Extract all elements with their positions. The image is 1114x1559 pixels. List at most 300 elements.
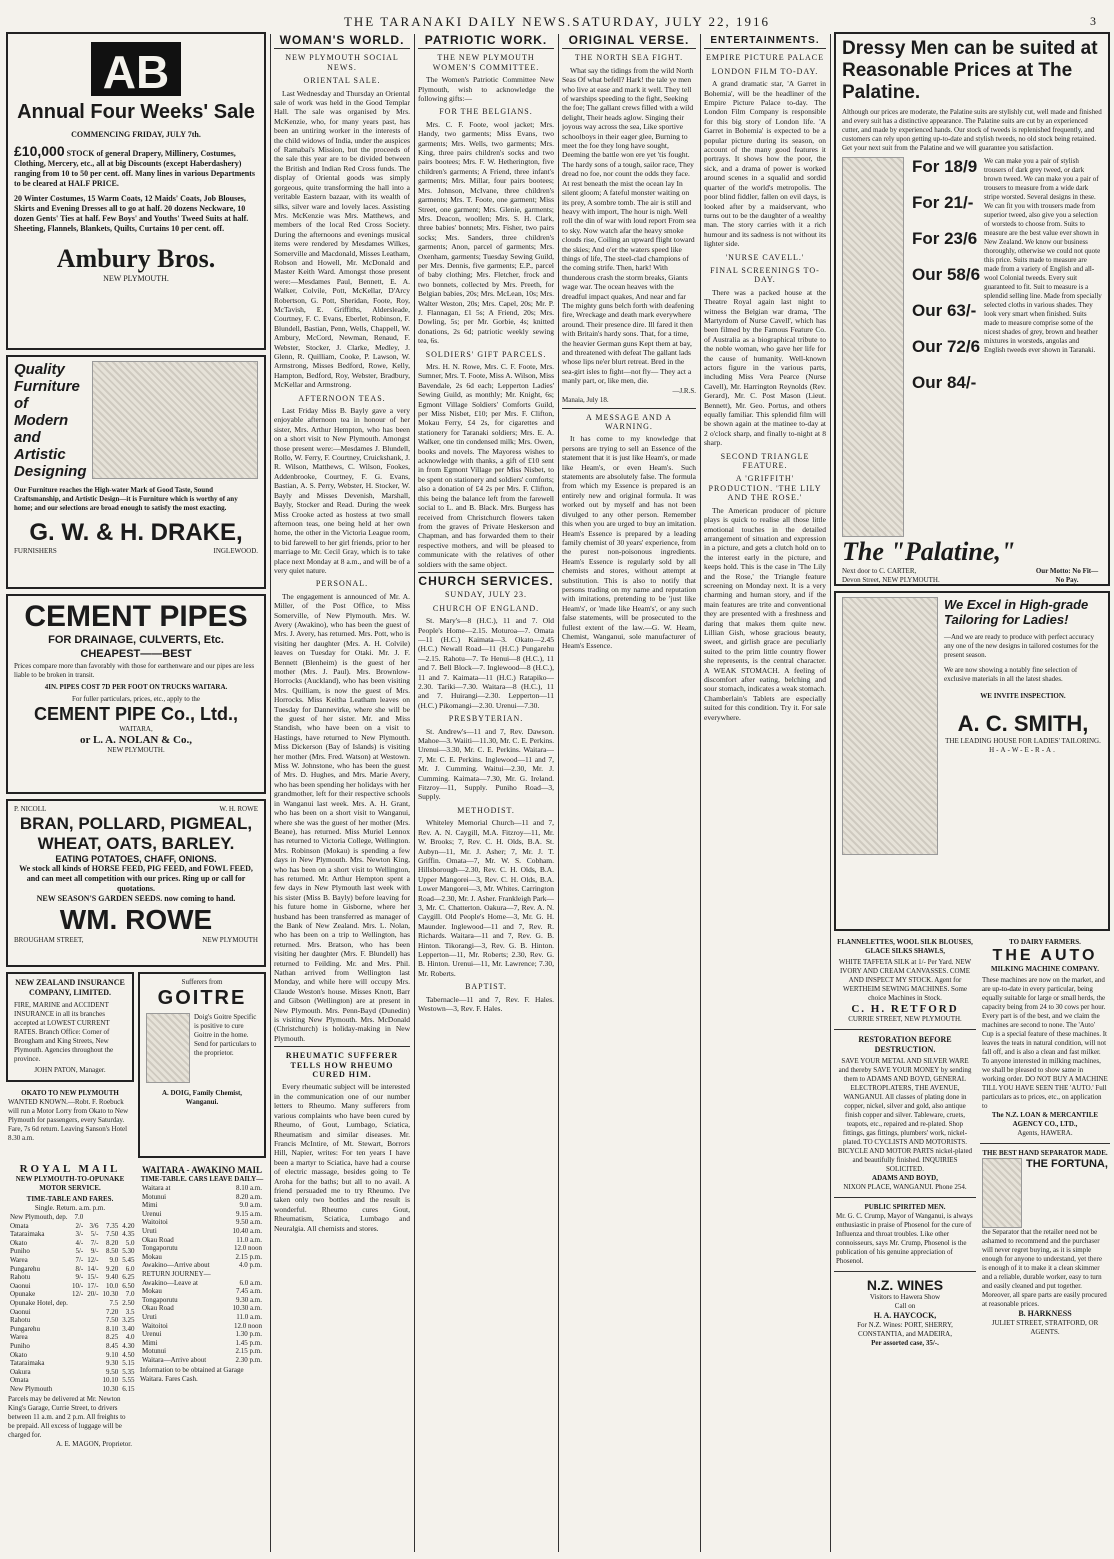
waitara-mail-footer: Information to be obtained at Garage Waitara. Fares Cash. xyxy=(140,1366,244,1384)
timetable-cell xyxy=(85,1342,100,1351)
timetable-row xyxy=(140,1279,264,1288)
goitre-top: Sufferers from xyxy=(181,978,223,986)
column-rule xyxy=(700,34,701,1552)
timetable-cell: 8.25 xyxy=(106,1333,119,1342)
dairy-advert xyxy=(980,936,1110,1140)
timetable-cell: 9.50 xyxy=(106,1367,119,1376)
dairy-agent: The N.Z. LOAN & MERCANTILE AGENCY CO., LTD., xyxy=(991,1111,1099,1128)
timetable-cell: 7.50 xyxy=(106,1230,119,1239)
timetable-cell: Oaonui xyxy=(10,1281,31,1290)
timetable-row xyxy=(8,1213,137,1222)
smith-body2: We are now showing a notably fine selection of exclusive materials in all the latest shades. xyxy=(944,666,1078,683)
timetable-cell xyxy=(70,1316,85,1325)
timetable-cell: Mimi xyxy=(142,1201,158,1210)
presbyterian-heading: PRESBYTERIAN. xyxy=(448,714,524,724)
timetable-cell: 4/- xyxy=(75,1238,84,1247)
timetable-cell: Puniho xyxy=(10,1341,30,1350)
masthead-title: THE TARANAKI DAILY NEWS.SATURDAY, JULY 22, 1916 xyxy=(343,14,771,29)
timetable-row xyxy=(8,1325,137,1334)
timetable-cell: 8.20 a.m. xyxy=(235,1192,262,1201)
spirited-body: Mr. G. C. Crump, Mayor of Wanganui, is always enthusiastic in praise of Phosenol for the cure of Influenza and throat troubles. Like other connoisseurs, says Mr. Crump, Phosenol is the publication of his genuine appreciation of Phosenol. xyxy=(836,1212,973,1265)
timetable-cell: Rahotu xyxy=(10,1273,31,1282)
timetable-cell xyxy=(70,1325,85,1334)
methodist-text: Whiteley Memorial Church—11 and 7, Rev. A. N. Caygill, M.A. Fitzroy—11, Mr. W. Brooks; 7, Rev. C. H. Olds, B.A. St. Aubyn—11, Mr. J. Asher; 7, Mr. J. T. Griffin. Omata—7, Mr. W. S. Cobham. Hillsborough—2.30, Rev. C. H. Olds, B.A. Upper Mangorei—3, Rev. C. H. Olds, B.A. Lower Mangorei—3, Mr. Whites. Carrington Road—2.30, Mr. J. Asher. Frankleigh Park—3, Mr. C. Chatterton. Oakura—7, Rev. A. N. Caygill. Old People's Home—3, Mr. G. H. Maunder. Inglewood—11 and 7, Rev. R. Richards. Waitara—11 and 7, Rev. G. B. Hinton. Tikorangi—3, Rev. G. B. Hinton. Lepperton—11, Mr. Roberts; 2.30, Rev. G. B. Hinton. Urenui—11, Mr. Lawrence; 7.30, Mr. Roberts. xyxy=(418,818,554,978)
rowe-advert xyxy=(6,799,266,967)
wines-advert xyxy=(834,1275,976,1350)
timetable-cell: 5.15 xyxy=(122,1359,135,1368)
timetable-cell: 8/- xyxy=(75,1264,84,1273)
wines-body: For N.Z. Wines: PORT, SHERRY, CONSTANTIA, and MADEIRA, xyxy=(857,1321,953,1338)
waitara-mail-title: WAITARA - AWAKINO MAIL xyxy=(141,1165,263,1175)
timetable-cell: Mokau xyxy=(142,1252,162,1261)
gift-parcels-heading: SOLDIERS' GIFT PARCELS. xyxy=(425,349,547,359)
masthead xyxy=(0,0,1114,30)
goitre-body: Doig's Goitre Specific is positive to cure Goitre in the home. Send for particulars to the proprietor. xyxy=(194,1013,257,1057)
timetable-row xyxy=(140,1253,264,1262)
timetable-cell xyxy=(70,1385,85,1394)
timetable-cell xyxy=(85,1351,100,1360)
timetable-row xyxy=(140,1339,264,1348)
timetable-cell: Waitoitoi xyxy=(142,1218,168,1227)
timetable-cell: 12/- xyxy=(71,1290,84,1299)
timetable-cell: 8.50 xyxy=(106,1247,119,1256)
timetable-cell: 4.50 xyxy=(122,1350,135,1359)
rowe-left: P. NICOLL xyxy=(14,805,47,813)
entertainments-title: ENTERTAINMENTS. xyxy=(710,35,820,46)
bottle-illustration xyxy=(146,1013,190,1083)
separator-advert xyxy=(980,1147,1110,1339)
rowe-body: We stock all kinds of HORSE FEED, PIG FEED, and FOWL FEED, and can meet all competition with our prices. Ring up or call for quotations. xyxy=(19,864,253,893)
poem-place: Manaia, July 18. xyxy=(562,395,609,404)
timetable-cell xyxy=(85,1333,100,1342)
timetable-row xyxy=(8,1290,137,1299)
timetable-cell: 12/- xyxy=(87,1255,99,1264)
timetable-cell: Tongaporutu xyxy=(142,1295,178,1304)
cement-headline: CEMENT PIPES xyxy=(24,600,248,633)
timetable-cell: 9.15 a.m. xyxy=(235,1209,262,1218)
timetable-cell xyxy=(70,1333,85,1342)
furniture-illustration xyxy=(92,361,258,479)
personal-heading: PERSONAL. xyxy=(315,579,369,589)
dairy-brand: THE AUTO xyxy=(992,947,1098,964)
royal-mail-table xyxy=(8,1213,137,1393)
cement-town: WAITARA, xyxy=(119,725,153,733)
cement-or: or L. A. NOLAN & Co., xyxy=(80,734,192,746)
palatine-side-text: We can make you a pair of stylish trousers of dark grey tweed, or dark brown tweed. We can make you a pair of trousers to measure from a wide dark stripe worsted. Several designs in these. We can fit you with trousers made from superior tweed, also give you a selection of worsteds to choose from. Suits to measure are the best value ever shown in New Zealand. We know our business thoroughly, otherwise we could not quote this price. Suits made to measure are made from a variety of English and all-wool Colonial tweeds. Every suit guaranteed to fit. Suit to measure is a splendid selling line. Made from specially selected cloths in various shades. They look very smart when finished. Suits made to measure comprise some of the nicest shades of grey, brown and heather mixtures in worsteds, angolas and English tweeds ever shown in Taranaki. xyxy=(984,157,1102,354)
drake-name: G. W. & H. DRAKE, xyxy=(29,519,243,546)
timetable-cell: 12.0 noon xyxy=(234,1321,262,1330)
separator-name: B. HARKNESS xyxy=(1018,1309,1072,1318)
timetable-cell: 5.55 xyxy=(122,1376,135,1385)
rowe-seeds: NEW SEASON'S GARDEN SEEDS. now coming to hand. xyxy=(36,894,236,903)
insurance-advert xyxy=(6,972,134,1082)
timetable-cell: Opunake Hotel, dep. xyxy=(10,1298,68,1307)
timetable-row xyxy=(8,1239,137,1248)
drake-left: FURNISHERS xyxy=(14,547,57,555)
timetable-row xyxy=(140,1347,264,1356)
ambury-name: Ambury Bros. xyxy=(56,244,216,273)
column-womans-world xyxy=(274,32,410,1552)
column-entertainments xyxy=(704,32,826,1552)
timetable-cell xyxy=(70,1359,85,1368)
timetable-row xyxy=(8,1265,137,1274)
royal-mail-timetable xyxy=(6,1161,134,1451)
timetable-cell: Omata xyxy=(10,1376,29,1385)
retford-advert xyxy=(834,936,976,1026)
timetable-cell: Oakura xyxy=(10,1367,31,1376)
insurance-manager: JOHN PATON, Manager. xyxy=(34,1066,106,1074)
timetable-row xyxy=(8,1351,137,1360)
rheumatic-title: RHEUMATIC SUFFERER TELLS HOW RHEUMO CURED HIM. xyxy=(285,1051,399,1080)
timetable-cell: 9.50 a.m. xyxy=(235,1218,262,1227)
column-rule xyxy=(414,34,415,1552)
timetable-cell: Awakino—Leave at xyxy=(142,1278,198,1287)
timetable-cell: 15/- xyxy=(87,1273,99,1282)
church-england-heading: CHURCH OF ENGLAND. xyxy=(432,603,540,613)
timetable-cell xyxy=(225,1270,264,1279)
timetable-cell: 5.45 xyxy=(122,1255,135,1264)
rowe-line3: EATING POTATOES, CHAFF, ONIONS. xyxy=(55,854,217,864)
timetable-cell xyxy=(85,1213,100,1222)
timetable-cell: Okato xyxy=(10,1238,28,1247)
separator-addr: JULIET STREET, STRATFORD, OR AGENTS. xyxy=(991,1319,1099,1336)
royal-mail-tt: TIME-TABLE AND FARES. xyxy=(26,1195,114,1203)
palatine-price: Our 63/- xyxy=(912,301,977,320)
timetable-cell: 9/- xyxy=(75,1273,84,1282)
belgians-text: Mrs. C. F. Foote, wool jacket; Mrs. Handy, two garments; Miss Evans, two garments; Mrs. Wells, two garments; Mrs. King, three pairs children's socks and two pairs bootees; Mrs. F. W. Hetherington, five children's garments; A Friend, three infant's garments; Mrs. Millar, four pairs bootees; Mrs. Johnson, McIvane, three children's garments; Mrs. T. Foote, one garment; Miss Street, one garment; Mrs. Glenie, garments; Mrs. Deacon, woollen; Mrs. S. H. Clark, three babies' bonnets; Mrs. Fisher, two pairs socks; Mrs. Sanders, three children's garments; Anon, parcel of garments; Mrs. Oxenham, garments; Tuesday Sewing Guild, per Mrs. Dennis, five garments; E.P., parcel of baby clothing; Mrs. Fletcher, frock and two bonnets, collected by Mrs. Preeth, for Belgian babies, 20s; Mrs. McLean, 10s; Mrs. Walter Weston, 20s; Mrs. Capel, 20s; Mr. P. J. Flannagan, £1 5s; A Friend, 20s; Mrs. Dowling, 5s; per Mr. Gorbie, 4s; knitted donations, 2s 6d; patriotic weekly sewing tea, 6s. xyxy=(418,119,554,346)
separator-title: THE BEST HAND SEPARATOR MADE. xyxy=(982,1149,1108,1157)
palatine-name: The "Palatine," xyxy=(842,537,1016,566)
waitara-mail-timetable xyxy=(138,1163,266,1386)
timetable-cell: 10.30 xyxy=(102,1290,119,1299)
timetable-row xyxy=(140,1270,264,1279)
timetable-cell: 10.0 xyxy=(106,1281,119,1290)
timetable-cell: 9.40 xyxy=(106,1273,119,1282)
gift-parcels-text: Mrs. H. N. Rowe, Mrs. C. F. Foote, Mrs. Sumner, Mrs. T. Foote, Miss A. Wilson, Miss Bavendale, 2s 6d each; Lepperton Ladies' Sewing Guild, as monthly; Mr. Knight, 6s; Egmont Village Soldiers' Comforts Guild, per Miss Nisbet, £10; per Mrs. F. Clifton, Mokau Ferry, £4 2s, for cigarettes and stationery for Taranaki soldiers; Mrs. E. A. Walker, one tin condensed milk; Mrs. Owen, books and novels. The Mayoress wishes to acknowledge with thanks, a gift of £10 sent in from Egmont Village per Miss Nisbet, to be spent on stationery and soldiers' comforts; also a donation of £4 2s per Mrs. F. Clifton, this being the balance left from the farewell social to L. and B. Black. Mrs. Burgess has received from Christchurch flowers taken from the graves of Private Heskerson and Chapman, and has forwarded them to their respective mothers, and will be pleased to communicate with the relatives of other soldiers with the same object. xyxy=(418,362,554,569)
timetable-row xyxy=(8,1308,137,1317)
drake-advert xyxy=(6,355,266,589)
timetable-row xyxy=(140,1287,264,1296)
timetable-cell: 5.30 xyxy=(122,1247,135,1256)
goitre-sign: A. DOIG, Family Chemist, Wanganui. xyxy=(161,1089,243,1106)
timetable-cell: 3.5 xyxy=(125,1307,135,1316)
timetable-cell: 6.15 xyxy=(122,1384,135,1393)
timetable-cell: 10.30 xyxy=(102,1384,119,1393)
timetable-row xyxy=(140,1236,264,1245)
timetable-cell xyxy=(70,1376,85,1385)
timetable-cell: 7.5 xyxy=(109,1298,119,1307)
timetable-row xyxy=(8,1299,137,1308)
personal-text: The engagement is announced of Mr. A. Miller, of the Post Office, to Miss Somerville, of New Plymouth. Mrs. W. Avery (Awakino), who has been the guest of Mrs. J. Avery, has returned. Mrs. Pott, who is visiting her daughter (Mrs. A. H. Colvile) leaves on Tuesday for Otaki. Mr. J. F. Bennett (Blenheim) is the guest of her mother (Mrs. J. Paul). Mrs. Brownlow-Horrocks (Auckland), who has been visiting Mrs. Quilliam, is now the guest of Mrs. Horrocks. Miss Keitha Leatham leaves on Tuesday for Dannevirke, where she will be the guest of her sister. Mr. and Miss Standish, who have been on a visit to Hastings, have returned to New Plymouth. Miss Dickerson (Bay of Islands) is visiting her mother (Mrs. Fred. Watson) at Westown. Miss W. Johnstone, who has been the guest of Mrs. D. Hughes, and Mrs. Marie Avery, who has been spending her holidays with her grandmother, left for their respective schools in Wanganui last week. Mrs. A. H. Grant, who has been on a short visit to Wanganui, where she was the guest of her mother (Mrs. Beane), has returned. Miss Muriel Lennox has returned to Victoria College, Wellington. Mrs. Robinson (Mokau) is spending a few days in New Plymouth. Mrs. Newton King, who has been on a short visit to Wellington, has returned. Mr. Arthur Hempton spent a few days in New Plymouth last week with his sister (Miss B. Bayly) before leaving for his future home in Gisborne, where her husband has been transferred as manager of the Bank of New Zealand. Mrs. L. Nolan, who has been on a trip to Wellington, has returned. Mrs. Bratson, who has been visiting her daughter (Mrs. F. Blundell) has returned to Feilding. Mr. and Mrs. Phil. Nathan arrived from Wellington last Monday, and while here will occupy Mrs. Claude Weston's house. Misses Knott, Barr and Gibson (Wellington) are at present in New Plymouth. Mrs. Penn-Bayd (Dunedin) is visiting New Plymouth. Mrs. McDonald (Christchurch) is holiday-making in New Plymouth. xyxy=(274,591,410,1043)
timetable-cell xyxy=(70,1351,85,1360)
verse-title: ORIGINAL VERSE. xyxy=(568,33,690,47)
timetable-row xyxy=(140,1296,264,1305)
dairy-title: TO DAIRY FARMERS. xyxy=(1009,938,1081,946)
afternoon-teas-text: Last Friday Miss B. Bayly gave a very enjoyable afternoon tea in honour of her sister, Mrs. Arthur Hempton, who has been on a short visit to New Plymouth. Amongst those present were:—Mesdames J. Blundell, Rollo, W. Ferry, F. Courtney, Cruickshank, J. R. Wilson, Matthews, C. Wilson, Fookes, Addenbrooke, Courtney, F. G. Evans, Bastian, A. S. Perry, Webster, H. Stocker, W. Bayly and Misses Devenish, Marshall, Bayly, Stocker and Read. During the week Miss Crooke acted as hostess at two small afternoon teas, one being held at her own home, the other in the Victoria League room, to bid farewell to her girl friends, prior to her marriage to Mr. Cecil Gray, which is to take place next Monday at 8 a.m., and will be of a very quiet nature. xyxy=(274,406,410,575)
timetable-cell: 2.15 p.m. xyxy=(235,1252,262,1261)
okato-body: WANTED KNOWN.—Robt. F. Roebuck will run a Motor Lorry from Okato to New Plymouth for passengers, every Saturday. Fare, 7s 6d return. Leaving Sanson's Hotel 8.30 a.m. xyxy=(8,1098,129,1142)
timetable-cell xyxy=(70,1308,85,1317)
wines-line2: Call on xyxy=(894,1302,916,1310)
insurance-body: FIRE, MARINE and ACCIDENT INSURANCE in all its branches accepted at LOWEST CURRENT RATES. Branch Office: Corner of Brougham and King Streets, New Plymouth. Agencies throughout the province. xyxy=(14,1001,114,1063)
timetable-cell: 8.45 xyxy=(106,1341,119,1350)
message-heading: A MESSAGE AND A WARNING. xyxy=(586,412,672,432)
timetable-cell: 9.30 a.m. xyxy=(235,1295,262,1304)
timetable-cell: 7.35 xyxy=(106,1221,119,1230)
okato-title: OKATO TO NEW PLYMOUTH xyxy=(21,1089,119,1097)
timetable-cell: 6.50 xyxy=(122,1281,135,1290)
timetable-row xyxy=(140,1322,264,1331)
timetable-row xyxy=(140,1184,264,1193)
timetable-cell: 2.15 p.m. xyxy=(235,1347,262,1356)
timetable-cell: 1.30 p.m. xyxy=(235,1330,262,1339)
timetable-row xyxy=(140,1227,264,1236)
timetable-cell: RETURN JOURNEY— xyxy=(142,1269,211,1278)
rowe-line2: WHEAT, OATS, BARLEY. xyxy=(37,834,235,853)
wines-name: H. A. HAYCOCK, xyxy=(873,1311,937,1320)
timetable-cell xyxy=(85,1308,100,1317)
palatine-next: Next door to C. CARTER, xyxy=(842,567,917,575)
afternoon-teas-heading: AFTERNOON TEAS. xyxy=(298,393,386,403)
palatine-price: Our 72/6 xyxy=(912,337,981,356)
timetable-cell xyxy=(85,1368,100,1377)
smith-advert xyxy=(834,591,1110,931)
timetable-cell xyxy=(101,1213,121,1222)
timetable-cell: Urenui xyxy=(142,1330,162,1339)
timetable-cell: Pungarehu xyxy=(10,1324,40,1333)
timetable-cell: 10.10 xyxy=(102,1376,119,1385)
timetable-cell: Awakino—Arrive about xyxy=(142,1261,210,1270)
timetable-cell: Oaonui xyxy=(10,1307,31,1316)
timetable-cell: 4.30 xyxy=(122,1341,135,1350)
timetable-cell: 3/6 xyxy=(89,1221,99,1230)
timetable-row xyxy=(140,1201,264,1210)
timetable-cell: 5.35 xyxy=(122,1367,135,1376)
belgians-heading: FOR THE BELGIANS. xyxy=(439,107,533,117)
ambury-advert xyxy=(6,32,266,350)
timetable-cell xyxy=(85,1316,100,1325)
ladies-costume-illustration xyxy=(842,597,938,855)
royal-mail-cols: Single. Return. a.m. p.m. xyxy=(34,1204,106,1212)
palatine-price: For 21/- xyxy=(912,193,974,212)
timetable-cell: 9.20 xyxy=(106,1264,119,1273)
timetable-cell: 12.0 noon xyxy=(234,1244,262,1253)
column-left-ads xyxy=(6,32,266,1552)
timetable-cell: Opunake xyxy=(10,1290,36,1299)
timetable-cell: 11.0 a.m. xyxy=(236,1235,262,1244)
page-number: 3 xyxy=(1090,14,1098,28)
timetable-cell: Okau Road xyxy=(142,1235,174,1244)
timetable-cell: Motunui xyxy=(142,1192,167,1201)
timetable-cell: Tataraimaka xyxy=(10,1230,45,1239)
ambury-stock-text: STOCK of general Drapery, Millinery, Costumes, Clothing, Mercery, etc., all at big Discounts (except Haberdashery) ranging from 10 to 50 per cent. off. Many lines in various Departments to be cleared at HALF PRICE. xyxy=(14,149,256,188)
baptist-text: Tabernacle—11 and 7, Rev. F. Hales. Westown—3, Rev. F. Hales. xyxy=(418,994,554,1013)
separator-illustration xyxy=(982,1158,1022,1228)
cement-apply: For fuller particulars, prices, etc., apply to the xyxy=(71,695,201,703)
spirited-notice xyxy=(834,1201,976,1268)
timetable-cell: Mokau xyxy=(142,1287,162,1296)
timetable-cell: Waitoitoi xyxy=(142,1321,168,1330)
timetable-cell: 1.45 p.m. xyxy=(235,1338,262,1347)
okato-notice xyxy=(6,1087,134,1161)
timetable-row xyxy=(8,1230,137,1239)
timetable-cell: 6.0 xyxy=(125,1264,135,1273)
timetable-cell xyxy=(70,1368,85,1377)
nurse-cavell-heading: 'NURSE CAVELL.' xyxy=(725,252,805,262)
smith-headline: We Excel in High-grade Tailoring for Ladies! xyxy=(944,597,1089,627)
timetable-cell xyxy=(85,1385,100,1394)
dairy-town: Agents, HAWERA. xyxy=(1017,1129,1073,1137)
column-rule xyxy=(830,34,831,1552)
royal-mail-sign: A. E. MAGON, Proprietor. xyxy=(55,1440,132,1449)
timetable-cell: Tataraimaka xyxy=(10,1359,45,1368)
timetable-row xyxy=(140,1193,264,1202)
timetable-cell: 11.0 a.m. xyxy=(236,1312,262,1321)
timetable-cell: New Plymouth xyxy=(10,1384,53,1393)
smith-line: THE LEADING HOUSE FOR LADIES' TAILORING. xyxy=(945,737,1101,745)
timetable-cell: Warea xyxy=(10,1333,28,1342)
wines-line1: Visitors to Hawera Show xyxy=(869,1293,941,1301)
timetable-cell xyxy=(85,1359,100,1368)
timetable-cell: 4.0 p.m. xyxy=(239,1261,262,1270)
royal-mail-notes: Parcels may be delivered at Mr. Newton King's Garage, Currie Street, to drivers between 11 a.m. and 2 p.m. All freights to be prepaid. All excess of luggage will be charged for. xyxy=(8,1395,126,1440)
timetable-cell: 2.30 p.m. xyxy=(235,1355,262,1364)
drake-right: INGLEWOOD. xyxy=(213,547,258,555)
royal-mail-subtitle: NEW PLYMOUTH-TO-OPUNAKE MOTOR SERVICE. xyxy=(15,1175,125,1192)
drake-body: Our Furniture reaches the High-water Mark of Good Taste, Sound Craftsmanship, and Artistic Design—it is Furniture which is worthy of any home; and our selections are broad enough to satisfy the most exacting. xyxy=(14,486,238,512)
separator-body: the Separator that the retailer need not be ashamed to recommend and the purchaser will never regret buying, as it is simple enough for anyone to understand, yet there is enough of it to make it a clean skimmer and a reliable, durable worker, easy to turn and easily cleaned and put together. Moreover, all spare parts are easily procured at reasonable prices. xyxy=(982,1228,1107,1308)
timetable-cell: Warea xyxy=(10,1255,28,1264)
timetable-cell: Okato xyxy=(10,1350,28,1359)
timetable-row xyxy=(8,1247,137,1256)
smith-name: A. C. SMITH, xyxy=(957,711,1089,736)
timetable-cell: Tongaporutu xyxy=(142,1244,178,1253)
timetable-cell: 9/- xyxy=(90,1247,99,1256)
timetable-row xyxy=(8,1222,137,1231)
ambury-amount: £10,000 xyxy=(14,143,65,159)
timetable-row xyxy=(8,1376,137,1385)
timetable-cell: 7.0 xyxy=(125,1290,135,1299)
palatine-headline: Dressy Men can be suited at Reasonable Prices at The Palatine. xyxy=(842,38,1098,103)
timetable-cell: Uruti xyxy=(142,1226,157,1235)
timetable-cell xyxy=(70,1342,85,1351)
timetable-cell: 5.0 xyxy=(125,1238,135,1247)
timetable-cell: 2/- xyxy=(75,1221,84,1230)
poem-text: What say the tidings from the wild North Seas Of what befell? Hark! the tale ye men who live at ease and mark it well. They tell of warships speeding to the fight, Seeking the foe; The gallant crews filled with a wild delight, Their heads aglow. Singing their joyous way across the sea, Like sportive schoolboys in their eager glee, Burning to meet the foe they long have sought, Deeming the battle won ere yet 'tis fought. The hardy sons of a tough, sailor race, They dread no foe, nor count the odds they face. At rest beneath the mist the ocean lay In silent gloom; A fateful monster waiting on its prey, A sombre tomb. The air is still and heavy with import, The hour is nigh. Well roll the din of war with loud report From sea to sky. Now watch afar the heavy smoke clouds rise, Coiling an upward flight toward the skies; And o'er the waters speed like things of life, The steel-clad champions of the coming strife. Then, hark! With thunderous crash the storm breaks, Giants wage war. The ocean heaves with the dreadful impact quakes, And near and far The mighty guns belch forth with deafening fire, Wreckage and death mark everywhere around. Their presence dire. Ill fared it then with Britain's hardy sons. That, for a time, the heavier German guns Kept them at bay, and threatened with defeat The gallant lads whose lips ne'er blurt retreat. Bred in the sea-girt isles to fight—not fly— They act a manly part, or, like men, die. xyxy=(562,65,696,386)
timetable-row xyxy=(8,1256,137,1265)
wines-title: N.Z. WINES xyxy=(866,1277,944,1293)
timetable-cell: 3.25 xyxy=(122,1316,135,1325)
timetable-row xyxy=(8,1316,137,1325)
adams-title: RESTORATION BEFORE DESTRUCTION. xyxy=(858,1035,952,1054)
drake-slogan: Quality Furniture of Modern and Artistic Designing xyxy=(14,361,87,480)
waitara-mail-subtitle: TIME-TABLE. CARS LEAVE DAILY— xyxy=(140,1175,264,1183)
patriotic-title: PATRIOTIC WORK. xyxy=(424,33,548,47)
timetable-row xyxy=(140,1304,264,1313)
patriotic-intro: The Women's Patriotic Committee New Plymouth, wish to acknowledge the following gifts:— xyxy=(418,75,554,104)
timetable-row xyxy=(140,1356,264,1365)
wines-price: Per assorted case, 35/-. xyxy=(871,1339,939,1347)
goitre-advert xyxy=(138,972,266,1158)
empire-text: A grand dramatic star, 'A Garret in Bohemia', will be the headliner of the Empire Picture Palace to-day. The London Film Company is responsible for this big story of London life. 'A Garret in Bohemia' is expected to be a popular picture during its season, on account of the many good features it portrays. It shows how the poor, the sick, and a drama of power is worked around scenes in a squalid and sordid quarter of the world's metropolis. The poor blind fiddler, fallen on evil days, is looked after by a maidservant, who turns out to be the daughter of a wealthy man. The story carries with it a rich humour and its sadness is not without its lighter side. xyxy=(704,79,826,249)
timetable-cell: 8.10 xyxy=(106,1324,119,1333)
retford-name: C. H. RETFORD xyxy=(851,1003,959,1015)
spirited-title: PUBLIC SPIRITED MEN. xyxy=(864,1203,946,1211)
timetable-cell: 9.0 a.m. xyxy=(239,1201,262,1210)
timetable-cell: Mimi xyxy=(142,1338,158,1347)
smith-town: H-A-W-E-R-A. xyxy=(989,746,1057,754)
ambury-headline: Annual Four Weeks' Sale xyxy=(17,101,255,123)
london-film-heading: LONDON FILM TO-DAY. xyxy=(711,66,819,76)
retford-body: WHITE TAFFETA SILK at 1/- Per Yard. NEW IVORY AND CREAM CANVASSES. COME AND INSPECT MY STOCK. Agent for WERTHEIM SEWING MACHINES. Some choice Machines in Stock. xyxy=(838,958,972,1002)
patriotic-subtitle: THE NEW PLYMOUTH WOMEN'S COMMITTEE. xyxy=(432,53,540,72)
palatine-price-list xyxy=(912,157,984,537)
timetable-cell: 8.20 xyxy=(106,1238,119,1247)
timetable-row xyxy=(140,1244,264,1253)
cement-price: 4IN. PIPES COST 7D PER FOOT ON TRUCKS WAITARA. xyxy=(44,683,228,691)
column-original-verse xyxy=(562,32,696,1552)
timetable-cell: 5/- xyxy=(90,1230,99,1239)
message-text: It has come to my knowledge that persons are trying to sell an Essence of the statement that it is just like Heam's, or made like Heam's, or even Heam's. Such statements are absolutely false. The formula from which my Essence is prepared is an entirely new and original formula. It was worked out by myself and has not been divulged to any other person. Remember this when you are urged to buy an imitation. Heam's Essence is prepared by a leading family chemist of 30 years' experience, from the purest non-poisonous ingredients. Heam's Essence is regularly sold by all chemists and stores, without attempt at substitution. This is also to notify that persons trading on my name and reputation with imitations, pretending to be 'just like Heam's', or 'made like Heam's', or any such false statements, will be prosecuted to the fullest extent of the law.—G. W. Heam, Chemist, Wanganui, sole manufacturer of Heam's Essence. xyxy=(562,434,696,651)
timetable-cell: 7.20 xyxy=(106,1307,119,1316)
timetable-cell: Waitara—Arrive about xyxy=(142,1355,207,1364)
timetable-cell: 10.40 a.m. xyxy=(232,1226,262,1235)
goitre-title: GOITRE xyxy=(157,987,247,1009)
lily-rose-text: The American producer of picture plays is quick to realise all those little emotional touches in the detailed arrangement of situation and expression in a picture, and gets a clutch hold on to the interest early in the picture, and keeps hold. This is the case in 'The Lily and the Rose,' the Triangle feature screening on Monday next. It is a very charming and human story, and if the main features are trite and conventional they are presented with a freshness and daring that makes them quite new. Lillian Gish, whose gracious beauty, sweet, and girlish grace are peculiarly suited to the prim little country flower she represents, is the central character. A WEAK STOMACH. A feeling of discomfort after eating, belching and sour stomach, indicates a weak stomach. Chamberlain's Tablets are especially suited for this condition. Try it. For sale everywhere. xyxy=(704,505,826,722)
cement-np: NEW PLYMOUTH. xyxy=(107,746,165,754)
adams-addr: NIXON PLACE, WANGANUI. Phone 254. xyxy=(843,1183,967,1191)
oriental-sale-text: Last Wednesday and Thursday an Oriental sale of work was held in the Good Templar Hall. The sale was organised by Mrs. McKenzie, who, for many years past, has been an untiring worker in the interests of the child widows of India, under the auspices of Ramabai's Mission, but the proceeds of the sale this year are to be divided between the British and Indian Red Cross funds. The display of Oriental goods was simply gorgeous, quite transforming the hall into a veritable Eastern bazaar, with its wealth of silks, silver ware and lovely laces. Assisting Mrs. McKenzie was Mrs. Matthews, and members of the local Red Cross Society. During the afternoons and evenings musical items were rendered by Mesdames Wilkes, Somerville and Macdonald, Misses Leatham, Robson and Howell, Mr. McDonald and Master Keith Ward. Amongst those present were:—Mesdames Paul, Bennett, E. A. Walker, Colvile, Pott, McKellar, D'Arcy Robertson, G. Pott, Sheridan, Foote, Roy, McTavish, E. Griffiths, Aldersleade, Courtney, F. C. Evans, Eberlet, Robinson, F. Blundell, Bastian, Penn, Wells, Chappell, W. Ambury, McCord, Newman, Renaud, F. Webster, Stocker, J. Clarke, Medley, J. Glenn, R. Quilliam, Cooke, P. Lawson, W. Armstrong, Misses Bedford, Rowe, Kelly, Hampton, Bedford, Roy, Webster, Bradbury, McKellar and Armstrong. xyxy=(274,88,410,390)
royal-mail-title: ROYAL MAIL xyxy=(19,1163,121,1175)
cement-cheapest: CHEAPEST——BEST xyxy=(80,648,192,660)
smith-body1: —And we are ready to produce with perfect accuracy any one of the new designs in tailored costumes for the present season. xyxy=(944,633,1099,659)
timetable-cell: 10/- xyxy=(71,1281,84,1290)
palatine-intro: Although our prices are moderate, the Palatine suits are stylishly cut, well made and finished and every suit has a distinctive appearance. The Palatine suits are cut by an experienced cutter, and made by experienced hands. Our stock of tweeds is replenished frequently, and customers can rely upon getting up-to-date and stylish tweeds, no old stock being retained. Get your next suit from the Palatine and we will guarantee you satisfaction. xyxy=(842,108,1102,152)
empire-heading: EMPIRE PICTURE PALACE xyxy=(705,53,825,63)
presbyterian-text: St. Andrew's—11 and 7, Rev. Dawson. Mahoe—3. Waiiti—11.30, Mr. C. E. Perkins. Urenui—3.30, Mr. C. E. Perkins. Waitara—7, Mr. C. E. Perkins. Inglewood—11 and 7, Mr. J. Cumming. Waitui—2.30, Mr. J. Cumming. Kaimata—7.30, Mr. G. Ireland. Fitzroy—11, Supply. Puniho Road—3, Supply. xyxy=(418,726,554,802)
palatine-motto: Our Motto: No Fit—No Pay. xyxy=(1035,567,1099,584)
timetable-cell: 4.0 xyxy=(125,1333,135,1342)
palatine-price: For 23/6 xyxy=(912,229,978,248)
timetable-row xyxy=(140,1218,264,1227)
timetable-row xyxy=(8,1385,137,1394)
timetable-row xyxy=(8,1282,137,1291)
final-screenings-heading: FINAL SCREENINGS TO-DAY. xyxy=(710,265,820,285)
palatine-advert xyxy=(834,32,1110,586)
timetable-cell: 7.0 xyxy=(74,1213,84,1221)
timetable-row xyxy=(8,1359,137,1368)
column-right-ads xyxy=(834,32,1110,1552)
palatine-price: For 18/9 xyxy=(912,157,978,176)
cement-body: Prices compare more than favorably with those for earthenware and our pipes are less liable to be broken in transit. xyxy=(14,662,255,679)
timetable-cell: Okau Road xyxy=(142,1304,174,1313)
timetable-cell: 4.20 xyxy=(122,1221,135,1230)
timetable-row xyxy=(140,1261,264,1270)
timetable-cell: 7/- xyxy=(75,1255,84,1264)
ambury-commencing: COMMENCING FRIDAY, JULY 7th. xyxy=(71,130,201,139)
waitara-mail-table xyxy=(140,1184,264,1364)
timetable-cell: 10.30 a.m. xyxy=(232,1304,262,1313)
church-england-text: St. Mary's—8 (H.C.), 11 and 7. Old People's Home—2.15. Moturoa—7. Omata—11 (H.C.) Kaimata—3. Okato—2.45 (H.C.) Newall Road—11 (H.C.) Pungarehu—2.15. Rahotu—7. Te Henui—8 (H.C.), 11 and 7. Bell Block—7. Inglewood—8 (H.C.), 11 and 7. Kaimata—11 (H.C.) Ratapiko—2.30. Tariki—7.30. Waitara—8 (H.C.), 11 and 7. Huirangi—2.30. Lepperton—11 (H.C.) Pikomangi—2.30. Urenui—7.30. xyxy=(418,616,554,710)
timetable-cell xyxy=(85,1299,100,1308)
timetable-cell: 7.50 xyxy=(106,1316,119,1325)
timetable-cell: 14/- xyxy=(87,1264,99,1273)
timetable-cell: Puniho xyxy=(10,1247,30,1256)
retford-addr: CURRIE STREET, NEW PLYMOUTH. xyxy=(848,1015,962,1023)
methodist-heading: METHODIST. xyxy=(457,805,515,815)
rowe-town: NEW PLYMOUTH xyxy=(202,936,258,944)
timetable-cell xyxy=(70,1299,85,1308)
